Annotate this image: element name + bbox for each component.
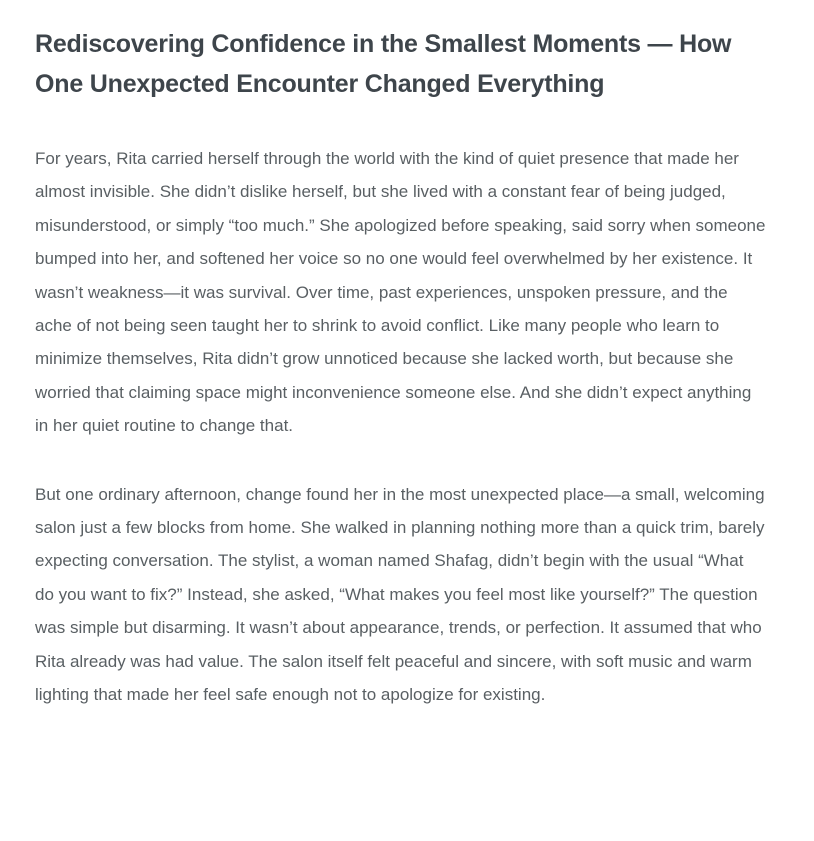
article-paragraph-2: But one ordinary afternoon, change found her in the most unexpected place—a small, welcoming salon just a few blocks from home. She walked in planning nothing more than a quick trim, barely expecting conversation. The stylist, a woman named Shafag, didn’t begin with the usual “What do you want to fix?” Instead, she asked, “What makes you feel most like yourself?” The question was simple but disarming. It wasn’t about appearance, trends, or perfection. It assumed that who Rita already was had value. The salon itself felt peaceful and sincere, with soft music and warm lighting that made her feel safe enough not to apologize for existing. xyxy=(35,484,765,705)
article xyxy=(35,24,770,712)
article-paragraph-1: For years, Rita carried herself through the world with the kind of quiet presence that made her almost invisible. She didn’t dislike herself, but she lived with a constant fear of being judged, misunderstood, or simply “too much.” She apologized before speaking, said sorry when someone bumped into her, and softened her voice so no one would feel overwhelmed by her existence. It wasn’t weakness—it was survival. Over time, past experiences, unspoken pressure, and the ache of not being seen taught her to shrink to avoid conflict. Like many people who learn to minimize themselves, Rita didn’t grow unnoticed because she lacked worth, but because she worried that claiming space might inconvenience someone else. And she didn’t expect anything in her quiet routine to change that. xyxy=(35,149,766,436)
page-title: Rediscovering Confidence in the Smallest Moments — How One Unexpected Encounter Changed Everything xyxy=(35,30,732,98)
